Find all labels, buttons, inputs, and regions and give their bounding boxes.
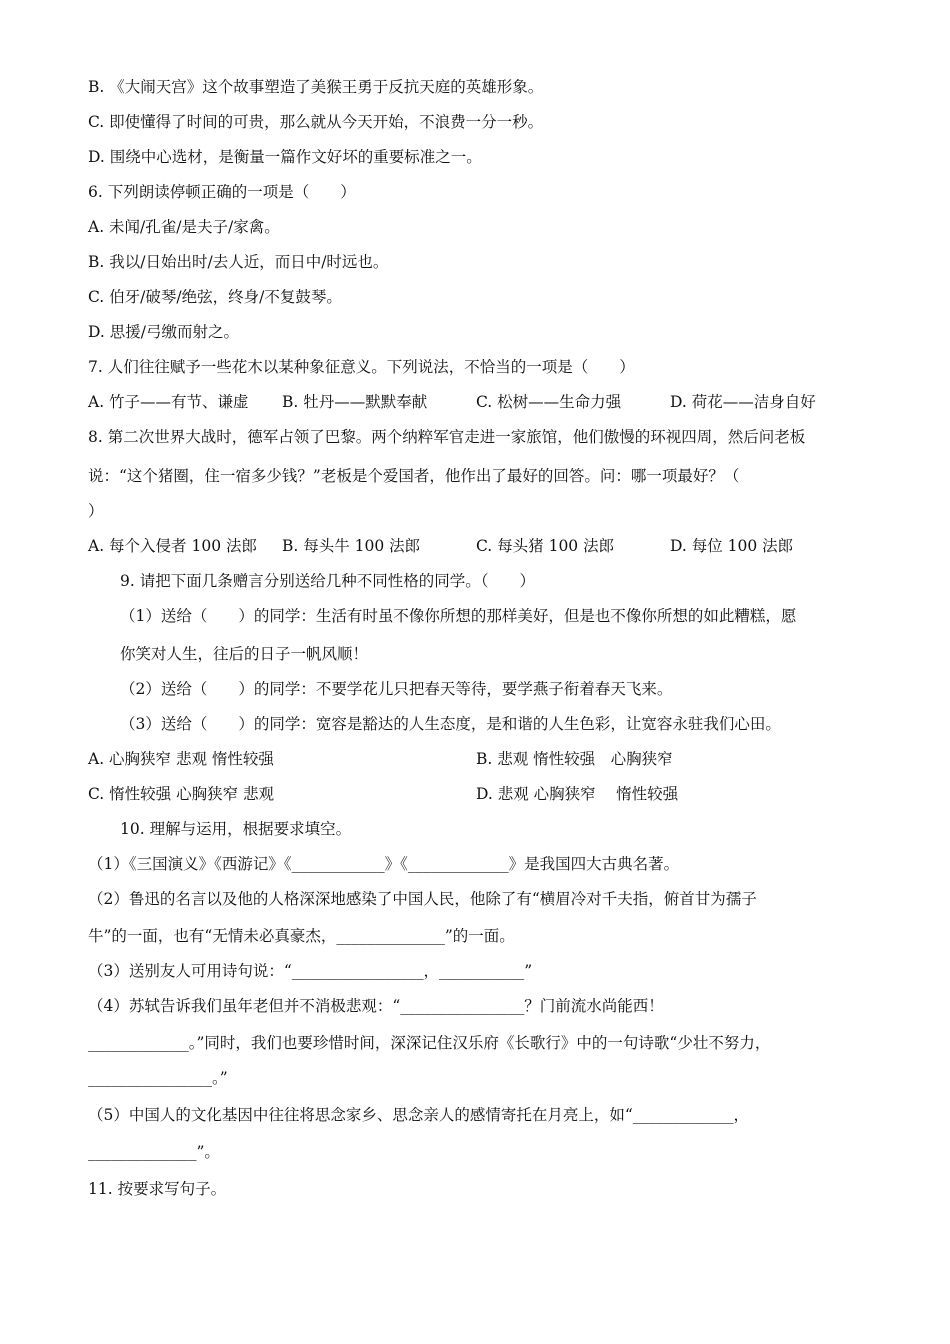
question-11: 11. 按要求写句子。 xyxy=(88,1180,227,1198)
q7-option-d: D. 荷花——洁身自好 xyxy=(670,393,816,411)
q10-item-2-line-2: 牛”的一面，也有“无情未必真豪杰，______________”的一面。 xyxy=(88,927,515,945)
question-8-line-3: ） xyxy=(88,502,104,520)
q9-option-c: C. 惰性较强 心胸狭窄 悲观 xyxy=(88,785,275,803)
q8-option-d: D. 每位 100 法郎 xyxy=(670,537,794,555)
q9-option-d: D. 悲观 心胸狭窄 惰性较强 xyxy=(476,785,679,803)
question-6: 6. 下列朗读停顿正确的一项是（ ） xyxy=(88,183,356,201)
q8-option-b: B. 每头牛 100 法郎 xyxy=(282,537,421,555)
q9-statement-2: （2）送给（ ）的同学：不要学花儿只把春天等待，要学燕子衔着春天飞来。 xyxy=(120,680,673,698)
q9-option-b: B. 悲观 惰性较强 心胸狭窄 xyxy=(476,750,673,768)
q8-option-a: A. 每个入侵者 100 法郎 xyxy=(88,537,257,555)
question-8-line-2: 说：“这个猪圈，住一宿多少钱？”老板是个爱国者，他作出了最好的回答。问：哪一项最好？（ xyxy=(88,467,740,485)
q7-option-c: C. 松树——生命力强 xyxy=(476,393,622,411)
q7-option-b: B. 牡丹——默默奉献 xyxy=(282,393,428,411)
q10-item-2-line-1: （2）鲁迅的名言以及他的人格深深地感染了中国人民，他除了有“横眉冷对千夫指，俯首甘为孺子 xyxy=(88,890,757,908)
question-10: 10. 理解与运用，根据要求填空。 xyxy=(120,820,352,838)
q6-option-b: B. 我以/日始出时/去人近，而日中/时远也。 xyxy=(88,253,389,271)
q7-option-a: A. 竹子——有节、谦虚 xyxy=(88,393,249,411)
q10-item-4-line-3: ________________。” xyxy=(88,1069,228,1087)
q10-item-3: （3）送别友人可用诗句说：“_________________，___________” xyxy=(88,962,533,980)
q6-option-d: D. 思援/弓缴而射之。 xyxy=(88,323,239,341)
q10-item-1: （1）《三国演义》《西游记》《____________》《_____________》是我国四大古典名著。 xyxy=(88,855,680,873)
question-8-line-1: 8. 第二次世界大战时，德军占领了巴黎。两个纳粹军官走进一家旅馆，他们傲慢的环视四周，然后问老板 xyxy=(88,428,806,446)
question-9: 9. 请把下面几条赠言分别送给几种不同性格的同学。（ ） xyxy=(120,572,535,590)
question-7: 7. 人们往往赋予一些花木以某种象征意义。下列说法，不恰当的一项是（ ） xyxy=(88,358,635,376)
q10-item-4-line-1: （4）苏轼告诉我们虽年老但并不消极悲观：“________________？门前流水尚能西！ xyxy=(88,997,664,1015)
q10-item-5-line-2: ______________”。 xyxy=(88,1143,220,1161)
q6-option-c: C. 伯牙/破琴/绝弦，终身/不复鼓琴。 xyxy=(88,288,342,306)
q9-statement-1-line-1: （1）送给（ ）的同学：生活有时虽不像你所想的那样美好，但是也不像你所想的如此糟糕，愿 xyxy=(120,607,797,625)
q6-option-a: A. 未闻/孔雀/是夫子/家禽。 xyxy=(88,218,280,236)
q5-option-d: D. 围绕中心选材，是衡量一篇作文好坏的重要标准之一。 xyxy=(88,148,482,166)
q10-item-4-line-2: _____________。”同时，我们也要珍惜时间，深深记住汉乐府《长歌行》中的一句诗歌“少壮不努力， xyxy=(88,1034,771,1052)
q8-option-c: C. 每头猪 100 法郎 xyxy=(476,537,615,555)
q9-option-a: A. 心胸狭窄 悲观 惰性较强 xyxy=(88,750,274,768)
q9-statement-1-line-2: 你笑对人生，往后的日子一帆风顺！ xyxy=(120,645,369,663)
q5-option-c: C. 即使懂得了时间的可贵，那么就从今天开始，不浪费一分一秒。 xyxy=(88,113,544,131)
q5-option-b: B. 《大闹天宫》这个故事塑造了美猴王勇于反抗天庭的英雄形象。 xyxy=(88,78,544,96)
q10-item-5-line-1: （5）中国人的文化基因中往往将思念家乡、思念亲人的感情寄托在月亮上，如“_____________， xyxy=(88,1106,750,1124)
q9-statement-3: （3）送给（ ）的同学：宽容是豁达的人生态度，是和谐的人生色彩，让宽容永驻我们心田。 xyxy=(120,715,781,733)
